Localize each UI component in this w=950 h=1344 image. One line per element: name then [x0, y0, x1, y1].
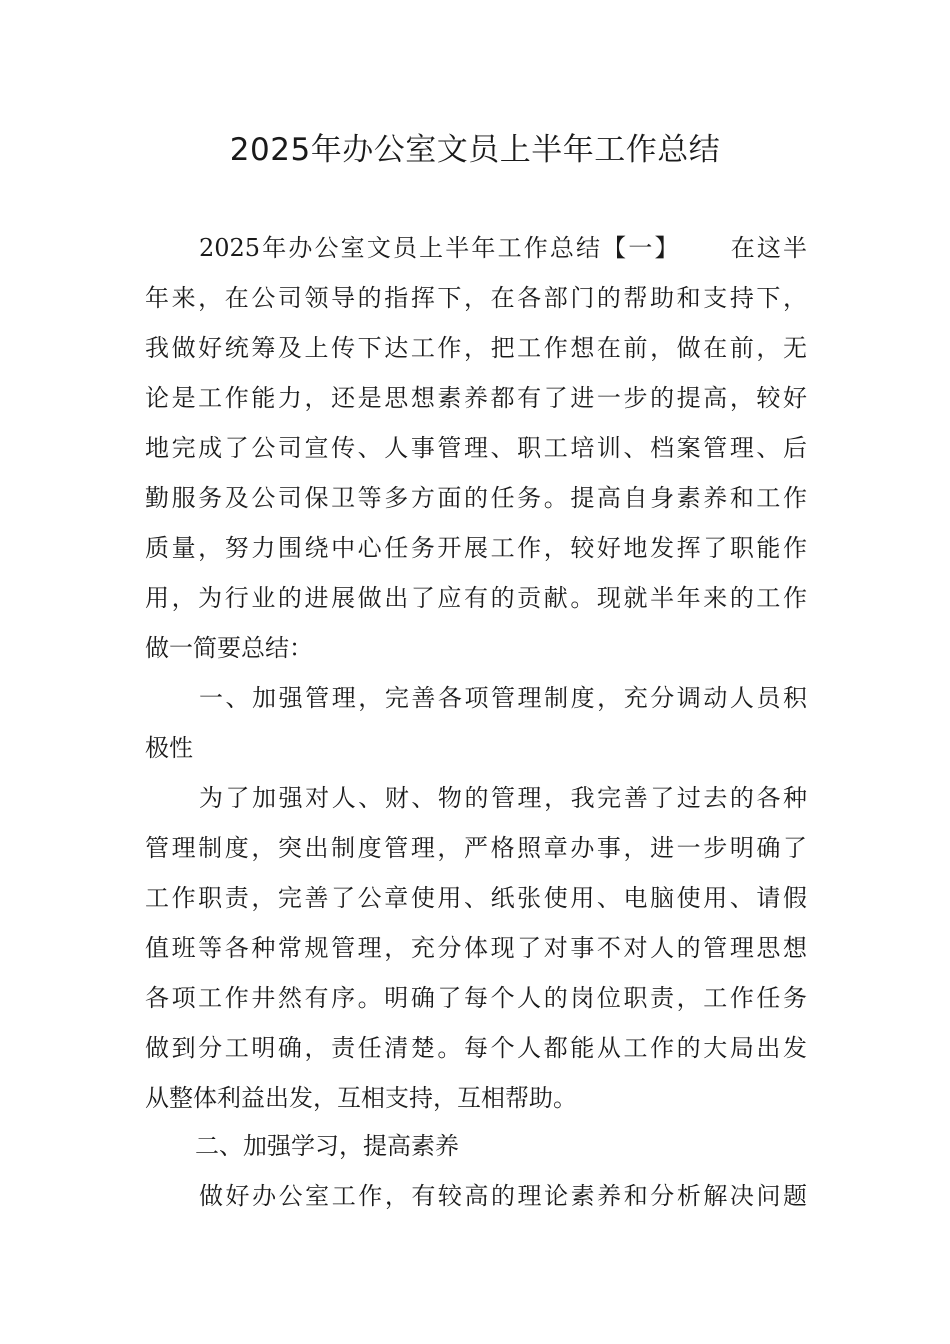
paragraph-line: 做好办公室工作，有较高的理论素养和分析解决问题	[199, 1182, 807, 1210]
paragraph-line: 用，为行业的进展做出了应有的贡献。现就半年来的工作	[145, 584, 807, 612]
paragraph-line: 质量，努力围绕中心任务开展工作，较好地发挥了职能作	[145, 534, 807, 562]
paragraph-line: 工作职责，完善了公章使用、纸张使用、电脑使用、请假	[145, 884, 807, 912]
paragraph-line: 管理制度，突出制度管理，严格照章办事，进一步明确了	[145, 834, 807, 862]
paragraph-line: 从整体利益出发，互相支持，互相帮助。	[145, 1084, 577, 1112]
section-heading-line: 二、加强学习，提高素养	[195, 1132, 459, 1160]
paragraph-line: 做一简要总结：	[145, 634, 313, 662]
paragraph-line: 地完成了公司宣传、人事管理、职工培训、档案管理、后	[145, 434, 807, 462]
paragraph-line: 2025年办公室文员上半年工作总结【一】 在这半	[199, 234, 807, 262]
paragraph-line: 值班等各种常规管理，充分体现了对事不对人的管理思想	[145, 934, 807, 962]
paragraph-line: 勤服务及公司保卫等多方面的任务。提高自身素养和工作	[145, 484, 807, 512]
section-heading-line: 极性	[145, 734, 193, 762]
paragraph-line: 各项工作井然有序。明确了每个人的岗位职责，工作任务	[145, 984, 807, 1012]
document-title: 2025年办公室文员上半年工作总结	[229, 132, 721, 168]
paragraph-line: 我做好统筹及上传下达工作，把工作想在前，做在前，无	[145, 334, 807, 362]
paragraph-line: 做到分工明确，责任清楚。每个人都能从工作的大局出发	[145, 1034, 807, 1062]
section-heading-line: 一、加强管理，完善各项管理制度，充分调动人员积	[199, 684, 807, 712]
paragraph-line: 为了加强对人、财、物的管理，我完善了过去的各种	[199, 784, 807, 812]
paragraph-line: 年来，在公司领导的指挥下，在各部门的帮助和支持下，	[145, 284, 807, 312]
paragraph-line: 论是工作能力，还是思想素养都有了进一步的提高，较好	[145, 384, 807, 412]
